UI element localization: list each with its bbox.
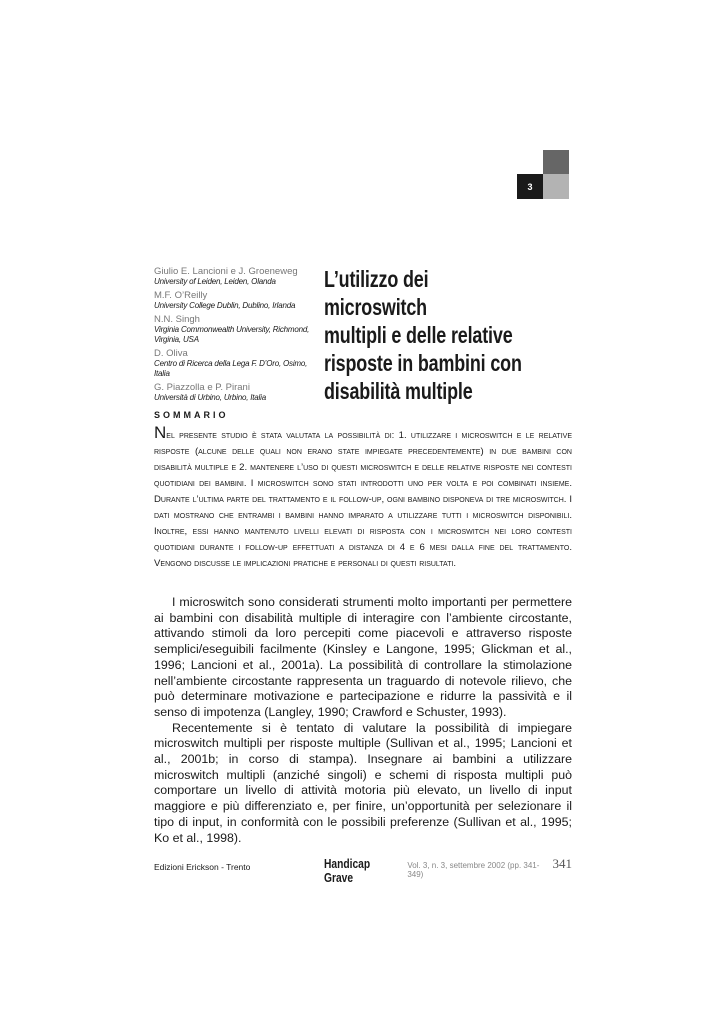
author-affiliation: Centro di Ricerca della Lega F. D’Oro, Osimo, Italia (154, 359, 308, 378)
author-affiliation: Virginia Commonwealth University, Richmond, Virginia, USA (154, 325, 310, 344)
article-title: L’utilizzo dei microswitch multipli e delle relative risposte in bambini con disabilità multiple (324, 266, 522, 404)
author-affiliation: University College Dublin, Dublino, Irlanda (154, 301, 296, 310)
body-paragraph: Recentemente si è tentato di valutare la possibilità di impiegare microswitch multipli per risposte multiple (Sullivan et al., 1995; Lancioni et al., 2001b; in corso di stampa). Insegnare ai bambini a utilizzare microswitch multipli (anziché singoli) e schemi di risposta multipli può comportare un livello di attività motoria più elevato, un livello di input maggiore e più differenziato e, per finire, un’opportunità per selezionare il tipo di input, in conformità con le possibili preferenze (Sullivan et al., 1995; Ko et al., 1998). (154, 720, 572, 845)
abstract-text: el presente studio è stata valutata la possibilità di: 1. utilizzare i microswitch e le relative risposte (alcune delle quali non erano state impiegate precedentemente) in due bambini con disabilità multiple e 2. mantenere l’uso di questi microswitch e delle relative risposte nei contesti quotidiani dei bambini. I microswitch sono stati introdotti uno per volta e poi combinati insieme. Durante l’ultima parte del trattamento e il follow-up, ogni bambino disponeva di tre microswitch. I dati mostrano che entrambi i bambini hanno imparato a utilizzare tutti i microswitch disponibili. Inoltre, essi hanno mantenuto livelli elevati di risposta con i microswitch nei loro contesti quotidiani durante i follow-up effettuati a distanza di 4 e 6 mesi dalla fine del trattamento. Vengono discusse le implicazioni pratiche e personali di questi risultati. (154, 430, 572, 569)
body-text (154, 595, 572, 846)
author-name: Giulio E. Lancioni e J. Groeneweg (154, 266, 298, 277)
author-name: G. Piazzolla e P. Pirani (154, 382, 250, 393)
chapter-number-box (517, 174, 543, 199)
footer-journal-line (324, 856, 572, 885)
page-number: 341 (552, 856, 572, 871)
footer-journal-name: Handicap Grave (324, 857, 371, 885)
author-affiliation: University of Leiden, Leiden, Olanda (154, 277, 276, 286)
footer-volume-info: Vol. 3, n. 3, settembre 2002 (pp. 341-349) (407, 861, 540, 879)
abstract (154, 423, 572, 572)
author-affiliation: Università di Urbino, Urbino, Italia (154, 393, 266, 402)
abstract-heading: SOMMARIO (154, 410, 229, 420)
body-paragraph: I microswitch sono considerati strumenti molto importanti per permettere ai bambini con disabilità multiple di interagire con l’ambiente circostante, attivando stimoli da loro percepiti come piacevoli e attraverso risposte semplici/eseguibili facilmente (Kinsley e Langone, 1995; Glickman et al., 1996; Lancioni et al., 2001a). La possibilità di controllare la stimolazione nell’ambiente circostante rappresenta un traguardo di notevole rilievo, che può determinare motivazione e partecipazione e ridurre la passività e il senso di impotenza (Langley, 1990; Crawford e Schuster, 1993). (154, 595, 572, 719)
chapter-number: 3 (527, 181, 533, 192)
footer-publisher: Edizioni Erickson - Trento (154, 862, 251, 872)
abstract-dropcap: N (154, 423, 167, 442)
author-name: M.F. O’Reilly (154, 290, 208, 301)
corner-block-light-gray (543, 174, 569, 199)
corner-block-dark-gray (543, 150, 569, 174)
author-name: N.N. Singh (154, 314, 200, 325)
author-name: D. Oliva (154, 348, 188, 359)
author-list (154, 266, 314, 403)
